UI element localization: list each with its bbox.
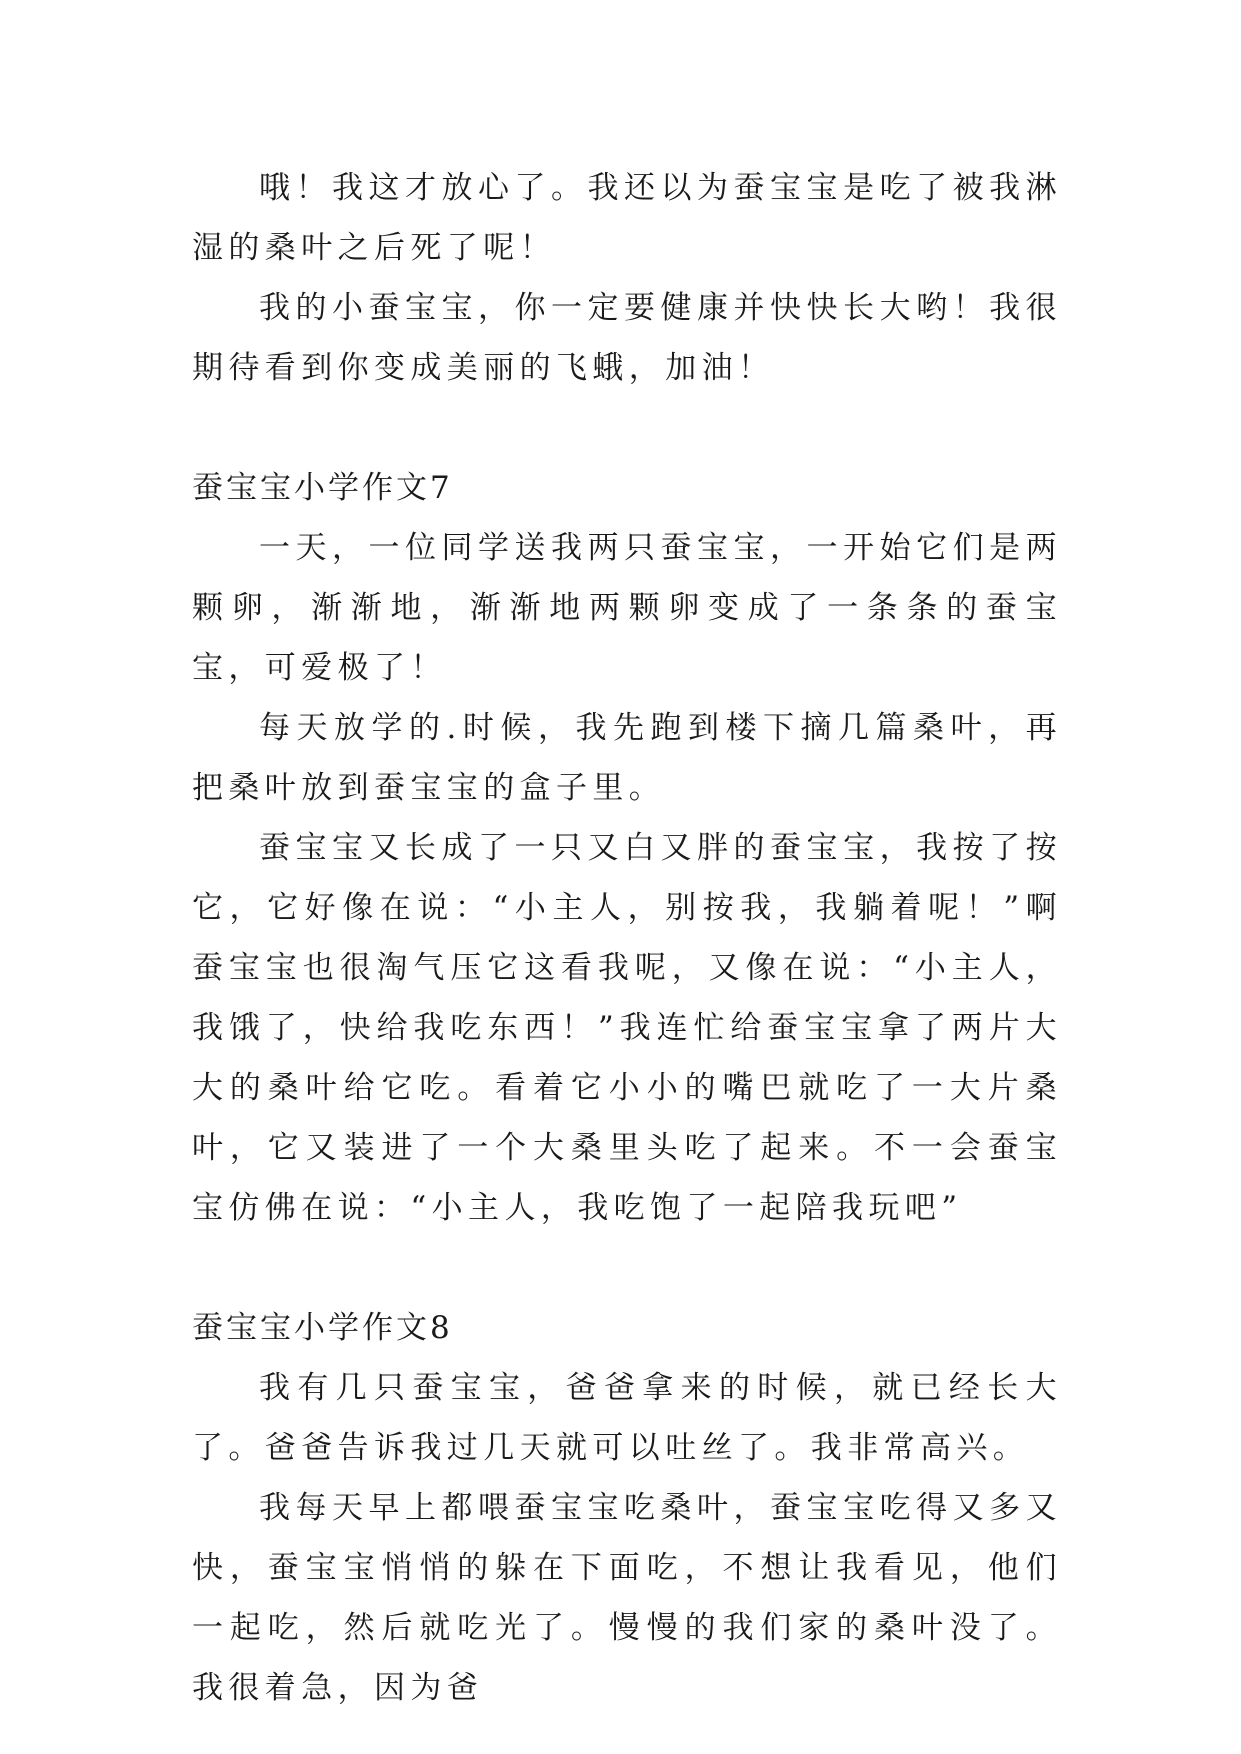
paragraph: 我每天早上都喂蚕宝宝吃桑叶，蚕宝宝吃得又多又快，蚕宝宝悄悄的躲在下面吃，不想让我看见，他们一起吃，然后就吃光了。慢慢的我们家的桑叶没了。我很着急，因为爸 [192, 1490, 1062, 1706]
document-body [192, 158, 1062, 1718]
paragraph: 每天放学的.时候，我先跑到楼下摘几篇桑叶，再把桑叶放到蚕宝宝的盒子里。 [192, 710, 1062, 806]
paragraph: 我的小蚕宝宝，你一定要健康并快快长大哟！我很期待看到你变成美丽的飞蛾，加油！ [192, 290, 1062, 386]
section-gap [192, 398, 1062, 458]
paragraph: 我有几只蚕宝宝，爸爸拿来的时候，就已经长大了。爸爸告诉我过几天就可以吐丝了。我非常高兴。 [192, 1370, 1062, 1466]
paragraph: 蚕宝宝又长成了一只又白又胖的蚕宝宝，我按了按它，它好像在说：“小主人，别按我，我躺着呢！”啊蚕宝宝也很淘气压它这看我呢，又像在说：“小主人，我饿了，快给我吃东西！”我连忙给蚕宝宝拿了两片大大的桑叶给它吃。看着它小小的嘴巴就吃了一大片桑叶，它又装进了一个大桑里头吃了起来。不一会蚕宝宝仿佛在说：“小主人，我吃饱了一起陪我玩吧” [192, 830, 1062, 1226]
paragraph: 一天，一位同学送我两只蚕宝宝，一开始它们是两颗卵，渐渐地，渐渐地两颗卵变成了一条条的蚕宝宝，可爱极了！ [192, 530, 1062, 686]
section-heading: 蚕宝宝小学作文7 [192, 470, 453, 506]
section-gap [192, 1238, 1062, 1298]
paragraph: 哦！我这才放心了。我还以为蚕宝宝是吃了被我淋湿的桑叶之后死了呢！ [192, 170, 1062, 266]
section-heading: 蚕宝宝小学作文8 [192, 1310, 453, 1346]
